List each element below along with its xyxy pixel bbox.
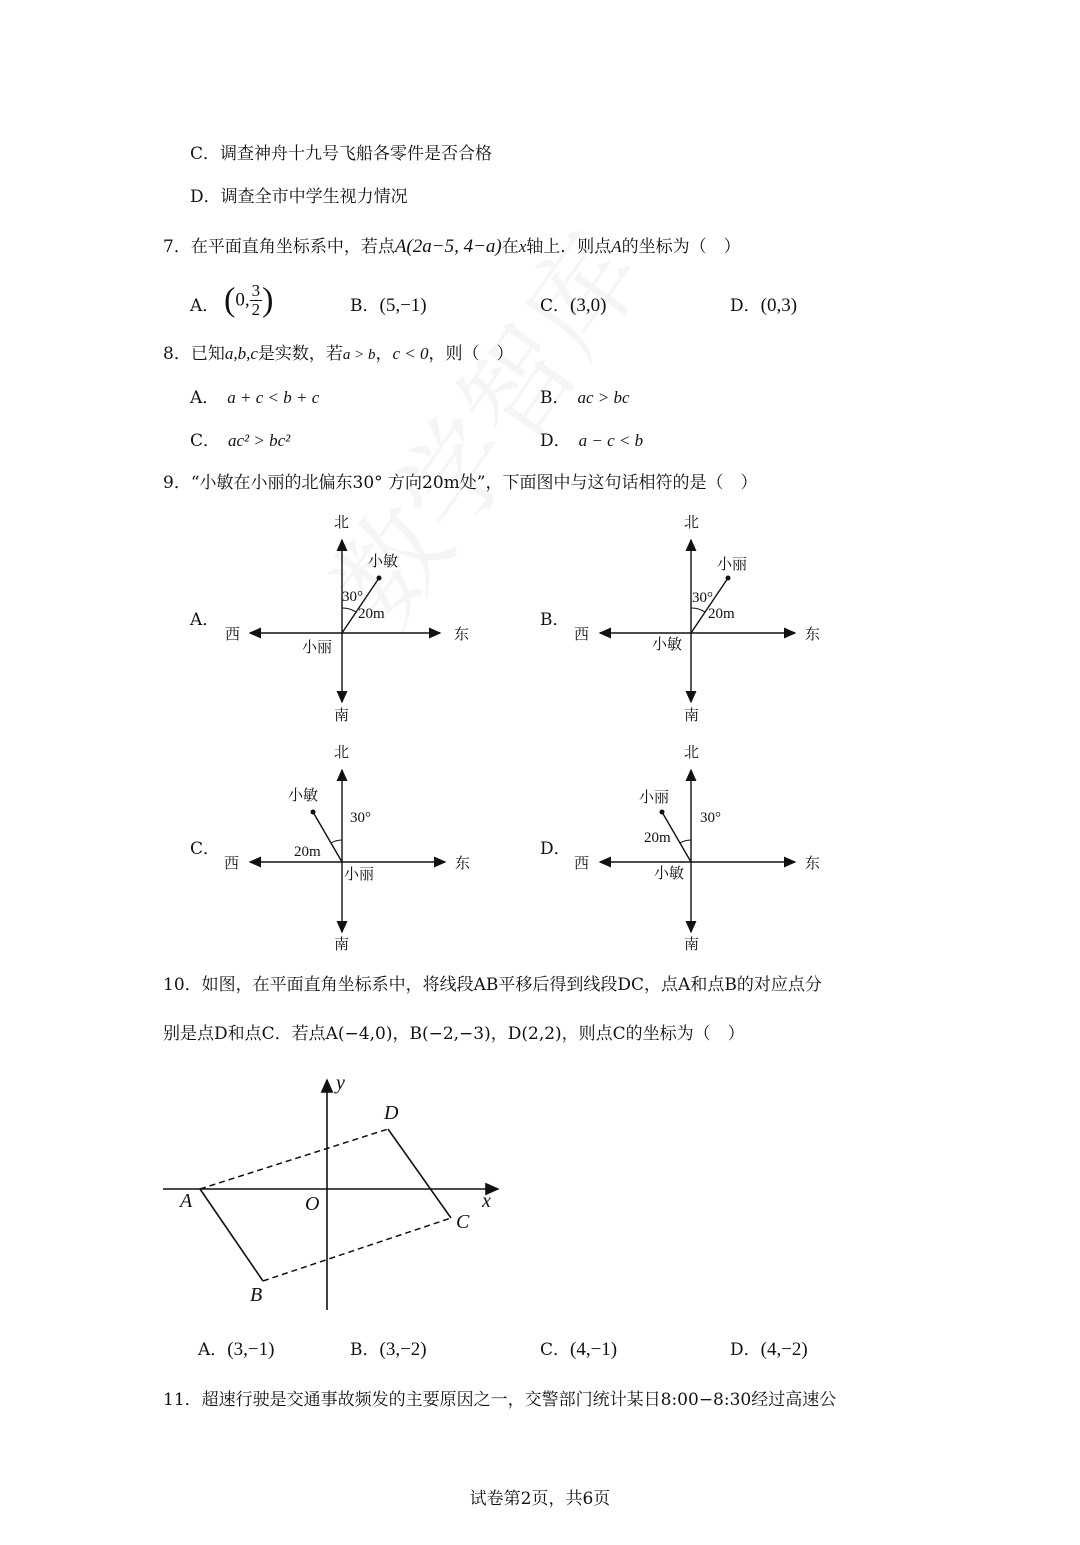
q10-point-c: C bbox=[456, 1211, 470, 1233]
q7-option-d-value: (0,3) bbox=[760, 295, 798, 316]
q8-stem bbox=[163, 343, 514, 366]
q10-option-c-value: (4,−1) bbox=[570, 1339, 618, 1360]
q7-option-b bbox=[350, 295, 427, 317]
q7-option-a-prefix: 0, bbox=[235, 289, 250, 311]
page-footer: 试卷第2页，共6页 bbox=[469, 1489, 611, 1509]
q7-stem-a: 在平面直角坐标系中，若点 bbox=[190, 237, 395, 257]
q7-option-c-label: C． bbox=[540, 296, 571, 316]
q8-option-d-label: D． bbox=[540, 431, 571, 451]
q10-option-b-value: (3,−2) bbox=[379, 1339, 427, 1360]
q9-fig-d-target: 小丽 bbox=[639, 788, 670, 806]
q7-point: A(2a−5, 4−a) bbox=[394, 236, 502, 257]
q7-option-d-label: D． bbox=[730, 296, 761, 316]
q8-option-c bbox=[190, 430, 290, 452]
q6-option-c: C．调查神舟十九号飞船各零件是否合格 bbox=[190, 144, 493, 164]
q7-point-name: A bbox=[611, 237, 622, 256]
q7-number: 7． bbox=[163, 237, 191, 257]
q8-option-a-value: a + c < b + c bbox=[227, 388, 320, 407]
q8-option-c-label: C． bbox=[190, 431, 221, 451]
q7-stem-d: 的坐标为（ ） bbox=[621, 237, 741, 257]
q7-option-c-value: (3,0) bbox=[570, 295, 607, 316]
q9-fig-b-target: 小丽 bbox=[717, 555, 748, 573]
q7-stem bbox=[163, 236, 741, 258]
q9-fig-d-north: 北 bbox=[684, 743, 700, 761]
q11-stem bbox=[163, 1389, 836, 1411]
q10-option-b bbox=[350, 1339, 427, 1361]
q9-fig-a-east: 东 bbox=[454, 625, 470, 643]
q9-stem-text: “小敏在小丽的北偏东30° 方向20m处”，下面图中与这句话相符的是（ ） bbox=[190, 473, 758, 493]
q9-fig-d-angle: 30° bbox=[700, 810, 721, 826]
q7-option-a-denominator: 2 bbox=[251, 300, 261, 319]
q7-option-a bbox=[190, 295, 219, 317]
q10-stem-line2: 别是点D和点C．若点A(−4,0)，B(−2,−3)，D(2,2)，则点C的坐标为（ ） bbox=[163, 1024, 745, 1044]
q8-option-a-label: A． bbox=[190, 388, 220, 408]
q9-fig-b-distance: 20m bbox=[708, 606, 735, 622]
q9-fig-b-compass bbox=[590, 530, 800, 705]
q10-stem-line1 bbox=[163, 974, 822, 996]
q7-option-a-label: A． bbox=[190, 296, 220, 316]
q9-fig-a-distance: 20m bbox=[358, 606, 385, 622]
q10-option-a bbox=[198, 1339, 274, 1361]
q9-fig-c-origin: 小丽 bbox=[344, 865, 375, 883]
q9-fig-b-angle: 30° bbox=[692, 590, 713, 606]
q9-fig-a-south: 南 bbox=[334, 706, 350, 724]
q10-option-a-label: A． bbox=[198, 1340, 228, 1360]
q9-fig-c-east: 东 bbox=[455, 854, 471, 872]
q9-fig-b-east: 东 bbox=[805, 625, 821, 643]
q10-x-label: x bbox=[482, 1190, 491, 1212]
q9-fig-a-angle: 30° bbox=[342, 589, 363, 605]
q8-option-b-value: ac > bc bbox=[577, 388, 630, 407]
q9-fig-d-origin: 小敏 bbox=[654, 864, 685, 882]
q9-fig-b-south: 南 bbox=[684, 706, 700, 724]
q9-fig-a-north: 北 bbox=[334, 513, 350, 531]
q9-fig-b-label: B． bbox=[540, 610, 570, 630]
q10-origin-label: O bbox=[305, 1193, 320, 1215]
q9-fig-d-east: 东 bbox=[805, 854, 821, 872]
q8-option-d bbox=[540, 430, 643, 452]
q8-option-a bbox=[190, 387, 319, 409]
q8-cond2: c < 0 bbox=[392, 344, 429, 363]
q10-option-d-label: D． bbox=[730, 1340, 761, 1360]
q11-stem-text: 超速行驶是交通事故频发的主要原因之一，交警部门统计某日8:00−8:30经过高速公 bbox=[201, 1390, 837, 1410]
q9-fig-c-south: 南 bbox=[334, 935, 350, 953]
q7-option-b-label: B． bbox=[350, 296, 380, 316]
q7-stem-b: 在 bbox=[501, 237, 519, 257]
q8-number: 8． bbox=[163, 344, 191, 364]
q8-cond1: a > b bbox=[342, 347, 376, 363]
q9-fig-c-label: C． bbox=[190, 839, 221, 859]
q9-fig-d-distance: 20m bbox=[644, 830, 671, 846]
q7-option-b-value: (5,−1) bbox=[379, 295, 427, 316]
q9-fig-b-west: 西 bbox=[574, 625, 590, 643]
q9-fig-d-west: 西 bbox=[574, 854, 590, 872]
q10-y-label: y bbox=[336, 1072, 345, 1094]
q9-fig-a-target: 小敏 bbox=[368, 552, 399, 570]
q9-stem bbox=[163, 472, 758, 494]
q10-option-c bbox=[540, 1339, 617, 1361]
q9-fig-c-north: 北 bbox=[334, 743, 350, 761]
q10-point-d: D bbox=[384, 1102, 399, 1124]
q10-point-a: A bbox=[180, 1190, 193, 1212]
q9-fig-a-origin: 小丽 bbox=[302, 638, 333, 656]
q8-option-b-label: B． bbox=[540, 388, 570, 408]
q9-fig-a-west: 西 bbox=[225, 625, 241, 643]
q7-option-d bbox=[730, 295, 797, 317]
q11-number: 11． bbox=[163, 1390, 202, 1410]
q8-stem-a: 已知 bbox=[190, 344, 225, 364]
q10-number: 10． bbox=[163, 975, 202, 995]
q9-fig-c-compass bbox=[240, 760, 450, 935]
q9-number: 9． bbox=[163, 473, 191, 493]
q10-option-c-label: C． bbox=[540, 1340, 571, 1360]
q9-fig-b-origin: 小敏 bbox=[652, 635, 683, 653]
q8-option-b bbox=[540, 387, 630, 409]
q10-option-d bbox=[730, 1339, 808, 1361]
q7-option-a-fraction bbox=[250, 282, 263, 319]
q9-fig-d-compass bbox=[590, 760, 800, 935]
q8-option-c-value: ac² > bc² bbox=[228, 431, 291, 450]
q6-option-d: D．调查全市中学生视力情况 bbox=[190, 187, 408, 207]
q7-stem-c: 轴上．则点 bbox=[526, 237, 612, 257]
q10-option-b-label: B． bbox=[350, 1340, 380, 1360]
q8-vars: a,b,c bbox=[224, 344, 258, 363]
q9-fig-c-angle: 30° bbox=[350, 810, 371, 826]
q10-point-b: B bbox=[250, 1284, 263, 1306]
q8-stem-b: 是实数，若 bbox=[257, 344, 343, 364]
q7-option-c bbox=[540, 295, 606, 317]
q10-option-d-value: (4,−2) bbox=[760, 1339, 808, 1360]
q7-option-a-close: ) bbox=[262, 281, 274, 319]
q9-fig-d-south: 南 bbox=[684, 935, 700, 953]
q7-option-a-open: ( bbox=[224, 281, 236, 319]
q9-fig-a-compass bbox=[240, 530, 450, 705]
q7-axis-var: x bbox=[518, 237, 527, 256]
q8-stem-c: ， bbox=[375, 344, 393, 364]
q9-fig-a-label: A． bbox=[190, 610, 220, 630]
q10-figure bbox=[160, 1075, 510, 1315]
q8-stem-d: ，则（ ） bbox=[428, 344, 514, 364]
q9-fig-b-north: 北 bbox=[684, 513, 700, 531]
q9-fig-c-west: 西 bbox=[224, 854, 240, 872]
q10-option-a-value: (3,−1) bbox=[227, 1339, 275, 1360]
q8-option-d-value: a − c < b bbox=[578, 431, 644, 450]
q9-fig-c-target: 小敏 bbox=[288, 786, 319, 804]
q10-line1-text: 如图，在平面直角坐标系中，将线段AB平移后得到线段DC，点A和点B的对应点分 bbox=[201, 975, 822, 995]
q9-fig-d-label: D． bbox=[540, 839, 571, 859]
q7-option-a-numerator: 3 bbox=[251, 281, 261, 300]
q9-fig-c-distance: 20m bbox=[294, 844, 321, 860]
q7-option-a-value bbox=[224, 282, 273, 319]
